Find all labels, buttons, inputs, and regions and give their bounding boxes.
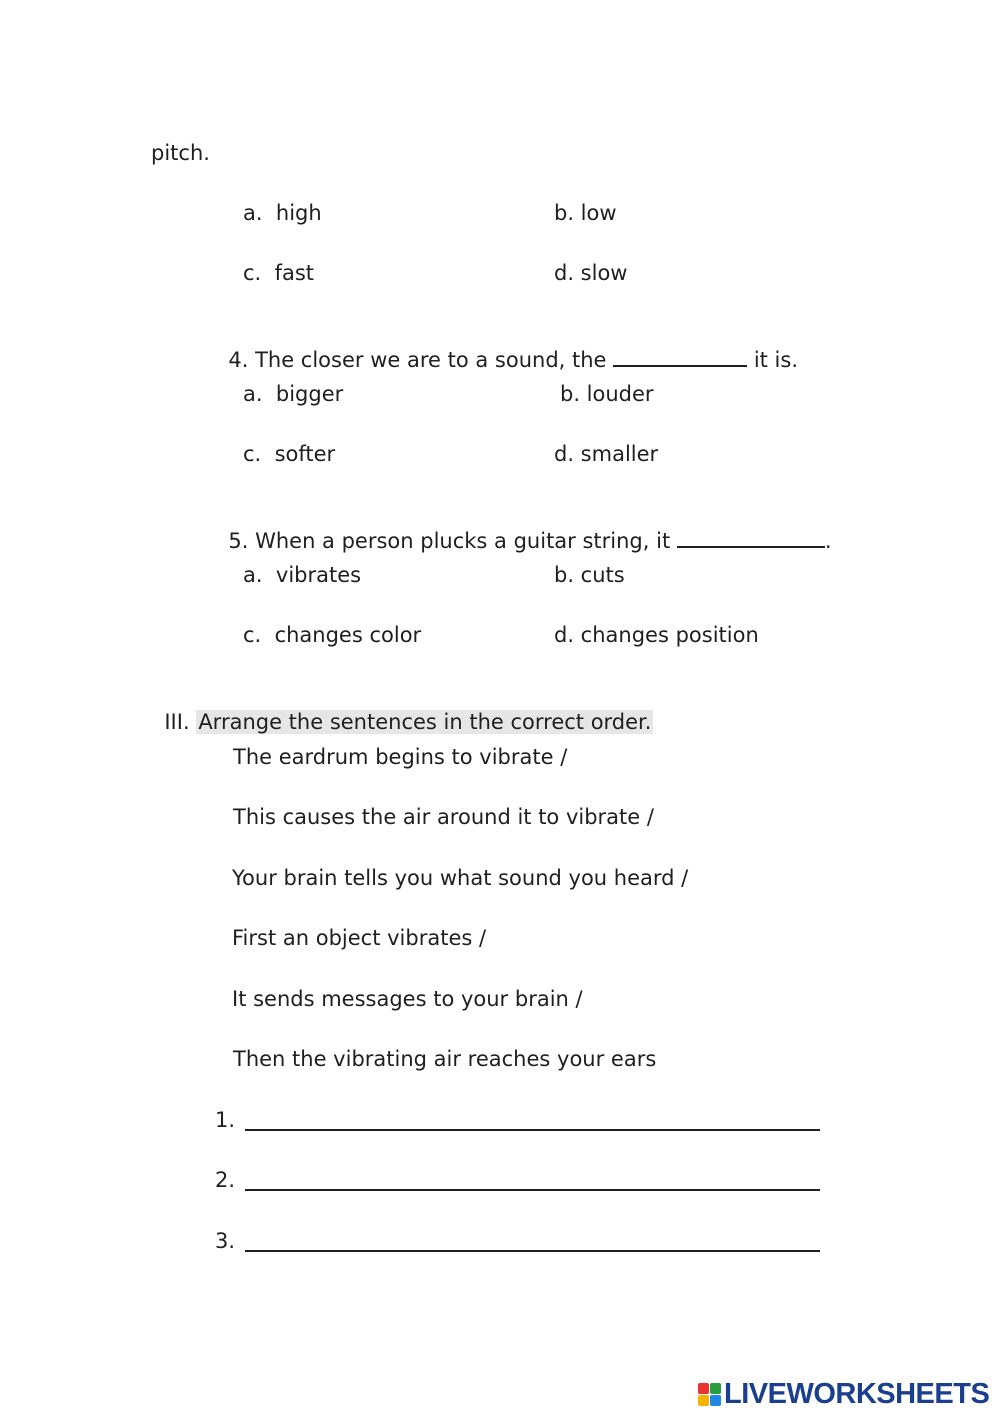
liveworksheets-logo: [698, 1378, 989, 1410]
answer-number-1: 1.: [215, 1108, 236, 1132]
question-3-stem-end: pitch.: [151, 141, 210, 165]
question-4-text-before: 4. The closer we are to a sound, the: [228, 348, 614, 372]
question-3-option-d: d. slow: [554, 261, 628, 285]
sentence-item: The eardrum begins to vibrate /: [233, 745, 568, 769]
sentence-item: This causes the air around it to vibrate /: [233, 805, 654, 829]
question-5-blank[interactable]: [677, 528, 825, 548]
sentence-item: Your brain tells you what sound you heard /: [232, 866, 689, 890]
section-3-instruction: Arrange the sentences in the correct order.: [198, 710, 652, 734]
question-3-option-c: c. fast: [243, 261, 315, 285]
logo-tile: [710, 1383, 721, 1394]
sentence-item: It sends messages to your brain /: [232, 987, 583, 1011]
question-5-option-d: d. changes position: [554, 623, 759, 647]
logo-tile: [698, 1383, 709, 1394]
question-4-option-c: c. softer: [243, 442, 336, 466]
section-3-heading: [151, 683, 653, 735]
answer-number-3: 3.: [215, 1229, 236, 1253]
question-5-option-b: b. cuts: [554, 563, 625, 587]
logo-tile: [698, 1395, 709, 1406]
answer-line-1[interactable]: [245, 1129, 820, 1131]
question-3-option-b: b. low: [554, 201, 617, 225]
question-5-text-after: .: [824, 529, 832, 553]
question-5: [215, 502, 832, 554]
question-5-option-a: a. vibrates: [243, 563, 362, 587]
question-4-option-d: d. smaller: [554, 442, 659, 466]
logo-tiles-icon: [698, 1383, 721, 1406]
question-4-text-after: it is.: [747, 348, 799, 372]
logo-text: LIVEWORKSHEETS: [724, 1378, 990, 1410]
question-3-option-a: a. high: [243, 201, 322, 225]
sentence-item: Then the vibrating air reaches your ears: [233, 1047, 657, 1071]
answer-line-2[interactable]: [245, 1189, 820, 1191]
answer-line-3[interactable]: [245, 1250, 820, 1252]
question-4-option-b: b. louder: [560, 382, 654, 406]
question-4-blank[interactable]: [613, 347, 747, 367]
section-3-number: III.: [164, 710, 190, 734]
question-4-option-a: a. bigger: [243, 382, 344, 406]
answer-number-2: 2.: [215, 1168, 236, 1192]
question-5-text-before: 5. When a person plucks a guitar string, it: [228, 529, 677, 553]
logo-tile: [710, 1395, 721, 1406]
question-5-option-c: c. changes color: [243, 623, 422, 647]
question-4: [215, 321, 798, 373]
sentence-item: First an object vibrates /: [232, 926, 487, 950]
